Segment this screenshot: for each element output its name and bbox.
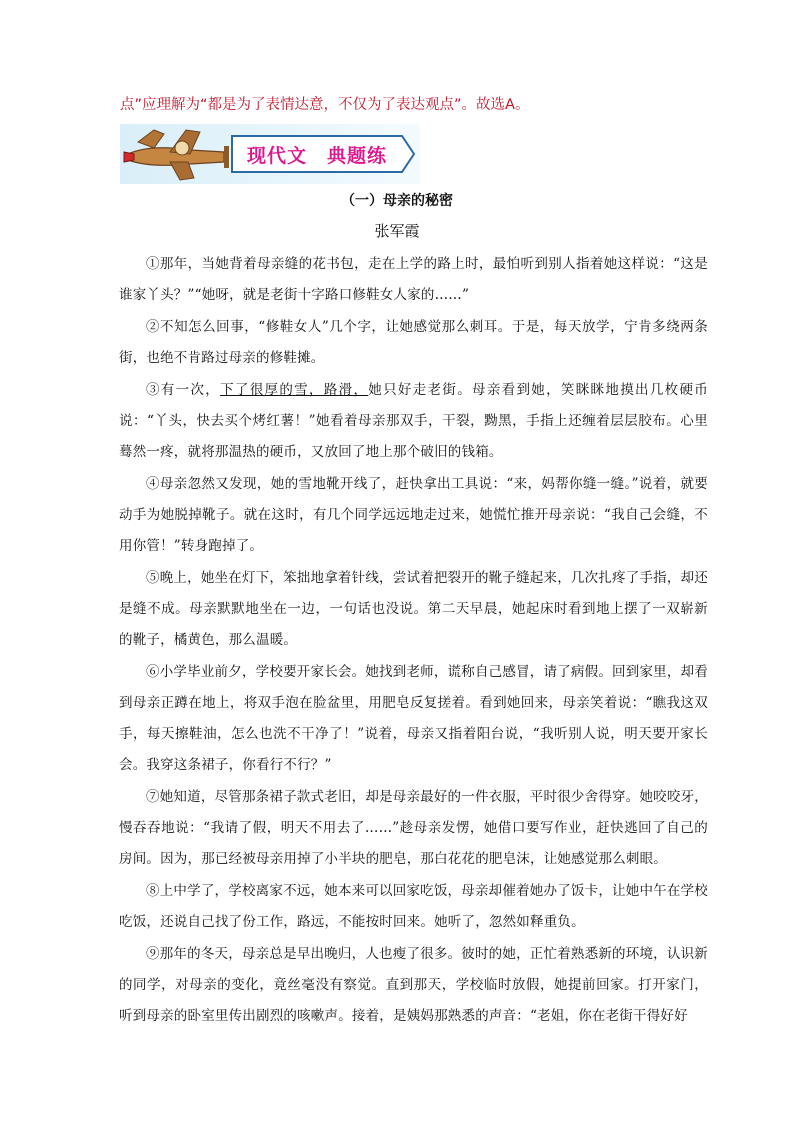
paragraph-3-rest: 她只好走老街。母亲看到她，笑眯眯地摸出几枚硬币说：“丫头，快去买个烤红薯！”她看着母亲那双手，干裂，黝黑，手指上还缠着层层胶布。心里蓦然一疼，就将那温热的硬币，又放回了地上那个破旧的钱箱。 [119, 382, 708, 460]
section-banner [120, 124, 420, 184]
paragraph-1: ①那年，当她背着母亲缝的花书包，走在上学的路上时，最怕听到别人指着她这样说：“这是谁家丫头？”“她呀，就是老街十字路口修鞋女人家的……” [119, 256, 708, 303]
paragraph-2: ②不知怎么回事，“修鞋女人”几个字，让她感觉那么刺耳。于是，每天放学，宁肯多绕两条街，也绝不肯路过母亲的修鞋摊。 [119, 319, 708, 366]
paragraph-8: ⑧上中学了，学校离家不远，她本来可以回家吃饭，母亲却催着她办了饭卡，让她中午在学校吃饭，还说自己找了份工作，路远，不能按时回来。她听了，忽然如释重负。 [119, 883, 708, 930]
paragraph-7: ⑦她知道，尽管那条裙子款式老旧，却是母亲最好的一件衣服，平时很少舍得穿。她咬咬牙，慢吞吞地说：“我请了假，明天不用去了……”趁母亲发愣，她借口要写作业，赶快逃回了自己的房间。因为，那已经被母亲用掉了小半块的肥皂，那白花花的肥皂沫，让她感觉那么刺眼。 [119, 789, 708, 867]
passage-title: （一）母亲的秘密 [341, 193, 453, 209]
banner-title: 现代文 典题练 [246, 144, 387, 167]
paragraph-9: ⑨那年的冬天，母亲总是早出晚归，人也瘦了很多。彼时的她，正忙着熟悉新的环境，认识新的同学，对母亲的变化，竟丝毫没有察觉。直到那天，学校临时放假，她提前回家。打开家门，听到母亲的卧室里传出剧烈的咳嗽声。接着，是姨妈那熟悉的声音：“老姐，你在老街干得好好 [119, 946, 708, 1024]
paragraph-3 [119, 375, 708, 468]
answer-explanation-line: 点”应理解为“都是为了表情达意，不仅为了表达观点”。故选A。 [120, 97, 530, 113]
paragraph-4: ④母亲忽然又发现，她的雪地靴开线了，赶快拿出工具说：“来，妈帮你缝一缝。”说着，就要动手为她脱掉靴子。就在这时，有几个同学远远地走过来，她慌忙推开母亲说：“我自己会缝，不用你管！”转身跑掉了。 [119, 476, 708, 554]
paragraph-3-start: ③有一次， [146, 382, 221, 398]
passage-author: 张军霞 [374, 222, 420, 240]
paragraph-5: ⑤晚上，她坐在灯下，笨拙地拿着针线，尝试着把裂开的靴子缝起来，几次扎疼了手指，却还是缝不成。母亲默默地坐在一边，一句话也没说。第二天早晨，她起床时看到地上摆了一双崭新的靴子，橘黄色，那么温暖。 [119, 570, 708, 648]
underlined-phrase: 下了很厚的雪，路滑， [220, 382, 369, 398]
passage-body [119, 249, 708, 1033]
paragraph-6: ⑥小学毕业前夕，学校要开家长会。她找到老师，谎称自己感冒，请了病假。回到家里，却看到母亲正蹲在地上，将双手泡在脸盆里，用肥皂反复搓着。看到她回来，母亲笑着说：“瞧我这双手，每天擦鞋油，怎么也洗不干净了！”说着，母亲又指着阳台说，“我听别人说，明天要开家长会。我穿这条裙子，你看行不行？” [119, 664, 708, 773]
